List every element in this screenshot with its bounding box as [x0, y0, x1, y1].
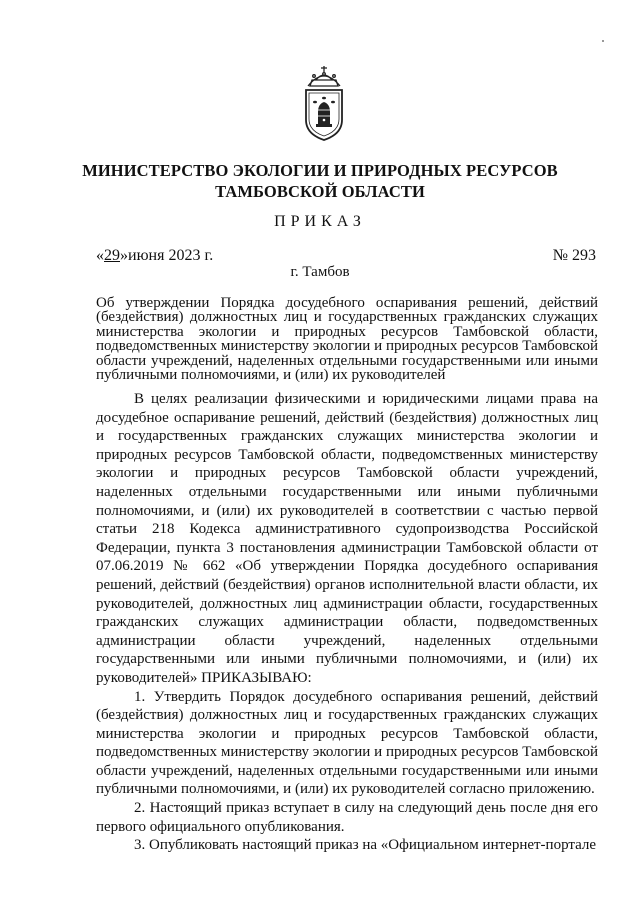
ministry-title	[0, 160, 640, 202]
order-subject: Об утверждении Порядка досудебного оспаривания решений, действий (бездействия) должностных лиц и государственных гражданских служащих министерства экологии и природных ресурсов Тамбовской области, подведомственных министерству экологии и природных ресурсов Тамбовской области учреждений, наделенных отдельными государственными или иными публичными полномочиями, и (или) их руководителей	[96, 295, 598, 384]
order-number: № 293	[552, 247, 596, 264]
scan-dot	[602, 40, 604, 42]
item-1-paragraph: 1. Утвердить Порядок досудебного оспаривания решений, действий (бездействия) должностных лиц и государственных гражданских служащих министерства экологии и природных ресурсов Тамбовской области, подведомственных министерству экологии и природных ресурсов Тамбовской области учреждений, наделенных отдельными государственными или иными публичными полномочиями, и (или) их руководителей согласно приложению.	[96, 688, 598, 798]
date-prefix: «	[96, 247, 104, 264]
order-body	[96, 390, 598, 855]
ministry-title-line1: МИНИСТЕРСТВО ЭКОЛОГИИ И ПРИРОДНЫХ РЕСУРСОВ	[82, 161, 558, 180]
item-2-paragraph: 2. Настоящий приказ вступает в силу на следующий день после дня его первого официального опубликования.	[96, 800, 598, 835]
preamble-paragraph: В целях реализации физическими и юридическими лицами права на досудебное оспаривание решений, действий (бездействия) должностных лиц и государственных гражданских служащих министерства экологии и природных ресурсов Тамбовской области, подведомственных министерству экологии и природных ресурсов Тамбовской области учреждений, наделенных отдельными государственными или иными публичными полномочиями, и (или) их руководителей в соответствии с частью первой статьи 218 Кодекса административного судопроизводства Российской Федерации, пункта 3 постановления администрации Тамбовской области от 07.06.2019 № 662 «Об утверждении Порядка досудебного оспаривания решений, действий (бездействия) органов исполнительной власти области, их руководителей, должностных лиц администрации области, государственных гражданских служащих администрации области, подведомственных администрации области учреждений, наделенных отдельными государственными или иными публичными полномочиями, и (или) их руководителей» ПРИКАЗЫВАЮ:	[96, 391, 598, 686]
item-3-paragraph: 3. Опубликовать настоящий приказ на «Официальном интернет-портале	[134, 837, 597, 854]
coat-of-arms-icon	[296, 62, 352, 144]
order-date	[96, 247, 213, 265]
document-type: ПРИКАЗ	[274, 213, 366, 230]
ministry-title-line2: ТАМБОВСКОЙ ОБЛАСТИ	[215, 182, 425, 201]
city: г. Тамбов	[290, 264, 350, 280]
date-day: 29	[104, 247, 120, 264]
date-rest: »июня 2023 г.	[120, 247, 214, 264]
